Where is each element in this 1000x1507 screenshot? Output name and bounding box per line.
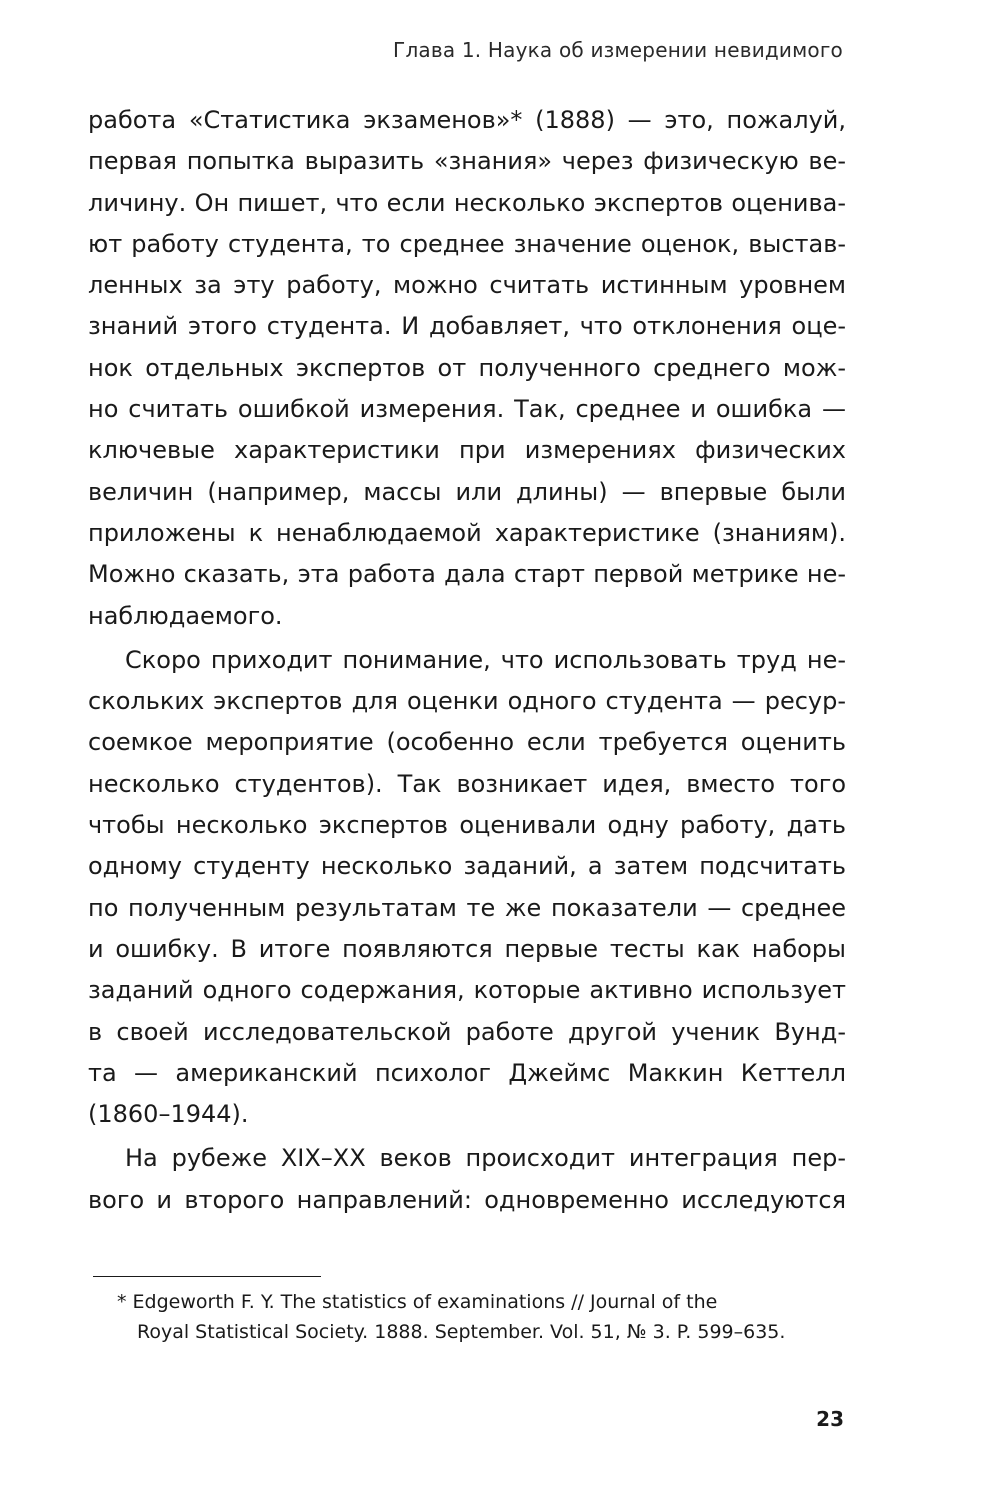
text-line: несколько студентов). Так возникает идея, вместо того: [88, 769, 846, 798]
text-line: Скоро приходит понимание, что использовать труд не-: [125, 645, 846, 674]
text-line: наблюдаемого.: [88, 601, 283, 630]
paragraph-3: [88, 1138, 846, 1221]
footnote-line: [117, 1287, 837, 1317]
text-line: нок отдельных экспертов от полученного среднего мож-: [88, 353, 846, 382]
footnote: [117, 1287, 837, 1347]
text-line: На рубеже XIX–XX веков происходит интеграция пер-: [125, 1144, 846, 1173]
text-line: и ошибку. В итоге появляются первые тесты как наборы: [88, 934, 846, 963]
footnote-marker: *: [117, 1291, 127, 1313]
text-line: соемкое мероприятие (особенно если требуется оценить: [88, 728, 846, 757]
text-line: чтобы несколько экспертов оценивали одну работу, дать: [88, 811, 846, 840]
text-line: Можно сказать, эта работа дала старт первой метрике не-: [88, 560, 846, 589]
text-line: одному студенту несколько заданий, а затем подсчитать: [88, 852, 846, 881]
text-line: та — американский психолог Джеймс Маккин Кеттелл: [88, 1058, 846, 1087]
text-line: (1860–1944).: [88, 1100, 249, 1129]
text-line: по полученным результатам те же показатели — среднее: [88, 893, 846, 922]
text-line: скольких экспертов для оценки одного студента — ресур-: [88, 687, 846, 716]
footnote-line: Royal Statistical Society. 1888. September. Vol. 51, № 3. P. 599–635.: [137, 1321, 786, 1343]
text-line: ленных за эту работу, можно считать истинным уровнем: [88, 271, 846, 300]
text-line: знаний этого студента. И добавляет, что отклонения оце-: [88, 312, 846, 341]
text-line: но считать ошибкой измерения. Так, среднее и ошибка —: [88, 395, 846, 424]
text-line: личину. Он пишет, что если несколько экспертов оценива-: [88, 188, 846, 217]
footnote-text: Edgeworth F. Y. The statistics of examinations // Journal of the: [132, 1291, 718, 1313]
page-number: 23: [816, 1407, 844, 1431]
footnote-divider: [93, 1276, 321, 1277]
running-header: Глава 1. Наука об измерении невидимого: [393, 38, 843, 62]
text-line: вого и второго направлений: одновременно исследуются: [88, 1185, 846, 1214]
body-text: [88, 100, 846, 1224]
paragraph-2: [88, 640, 846, 1136]
text-line: приложены к ненаблюдаемой характеристике (знаниям).: [88, 518, 846, 547]
text-line: величин (например, массы или длины) — впервые были: [88, 477, 846, 506]
text-line: заданий одного содержания, которые активно использует: [88, 976, 846, 1005]
text-line: в своей исследовательской работе другой ученик Вунд-: [88, 1017, 846, 1046]
text-line: работа «Статистика экзаменов»* (1888) — это, пожалуй,: [88, 106, 846, 134]
text-line: ключевые характеристики при измерениях физических: [88, 436, 846, 465]
paragraph-1: [88, 100, 846, 637]
text-line: ют работу студента, то среднее значение оценок, выстав-: [88, 229, 846, 258]
text-line: первая попытка выразить «знания» через физическую ве-: [88, 147, 846, 176]
